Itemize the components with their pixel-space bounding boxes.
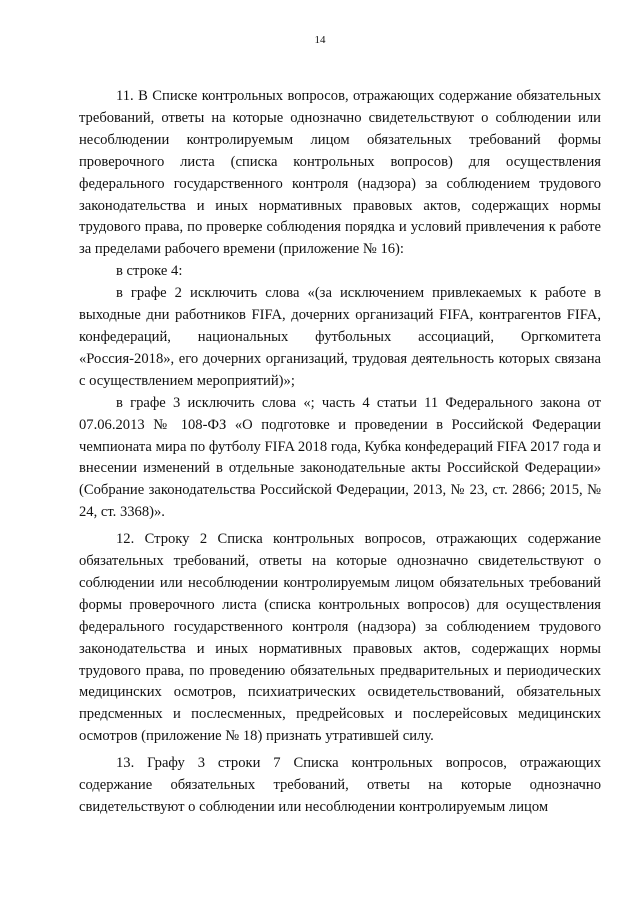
paragraph-item-11: 11. В Списке контрольных вопросов, отражающих содержание обязательных требований, ответы на которые однозначно свидетельствуют о соблюдении или несоблюдении контролируемым лицом обязательных требований формы проверочного листа (списка контрольных вопросов) для осуществления федерального государственного контроля (надзора) за соблюдением трудового законодательства и иных нормативных правовых актов, содержащих нормы трудового права, по проверке соблюдения порядка и условий привлечения к работе за пределами рабочего времени (приложение № 16): [79,88,601,258]
paragraph-column-2: в графе 2 исключить слова «(за исключением привлекаемых к работе в выходные дни работников FIFA, дочерних организаций FIFA, контрагентов FIFA, конфедераций, национальных футбольных ассоциаций, Оргкомитета «Россия-2018», его дочерних организаций, трудовая деятельность которых связана с осуществлением мероприятий)»; [79,285,601,389]
paragraph-item-12: 12. Строку 2 Списка контрольных вопросов, отражающих содержание обязательных требований, ответы на которые однозначно свидетельствуют о соблюдении или несоблюдении контролируемым лицом обязательных требований формы проверочного листа (списка контрольных вопросов) для осуществления федерального государственного контроля (надзора) за соблюдением трудового законодательства и иных нормативных правовых актов, содержащих нормы трудового права, по проведению обязательных предварительных и периодических медицинских осмотров, психиатрических освидетельствований, обязательных предсменных и послесменных, предрейсовых и послерейсовых медицинских осмотров (приложение № 18) признать утратившей силу. [79,531,601,745]
document-body [79,86,601,819]
paragraph-item-13: 13. Графу 3 строки 7 Списка контрольных вопросов, отражающих содержание обязательных требований, ответы на которые однозначно свидетельствуют о соблюдении или несоблюдении контролируемым лицом [79,755,601,815]
paragraph-row-4: в строке 4: [116,263,183,280]
paragraph-column-3: в графе 3 исключить слова «; часть 4 статьи 11 Федерального закона от 07.06.2013 № 108-ФЗ «О подготовке и проведении в Российской Федерации чемпионата мира по футболу FIFA 2018 года, Кубка конфедераций FIFA 2017 года и внесении изменений в отдельные законодательные акты Российской Федерации» (Собрание законодательства Российской Федерации, 2013, № 23, ст. 2866; 2015, № 24, ст. 3368)». [79,394,601,521]
page-number: 14 [314,34,326,46]
